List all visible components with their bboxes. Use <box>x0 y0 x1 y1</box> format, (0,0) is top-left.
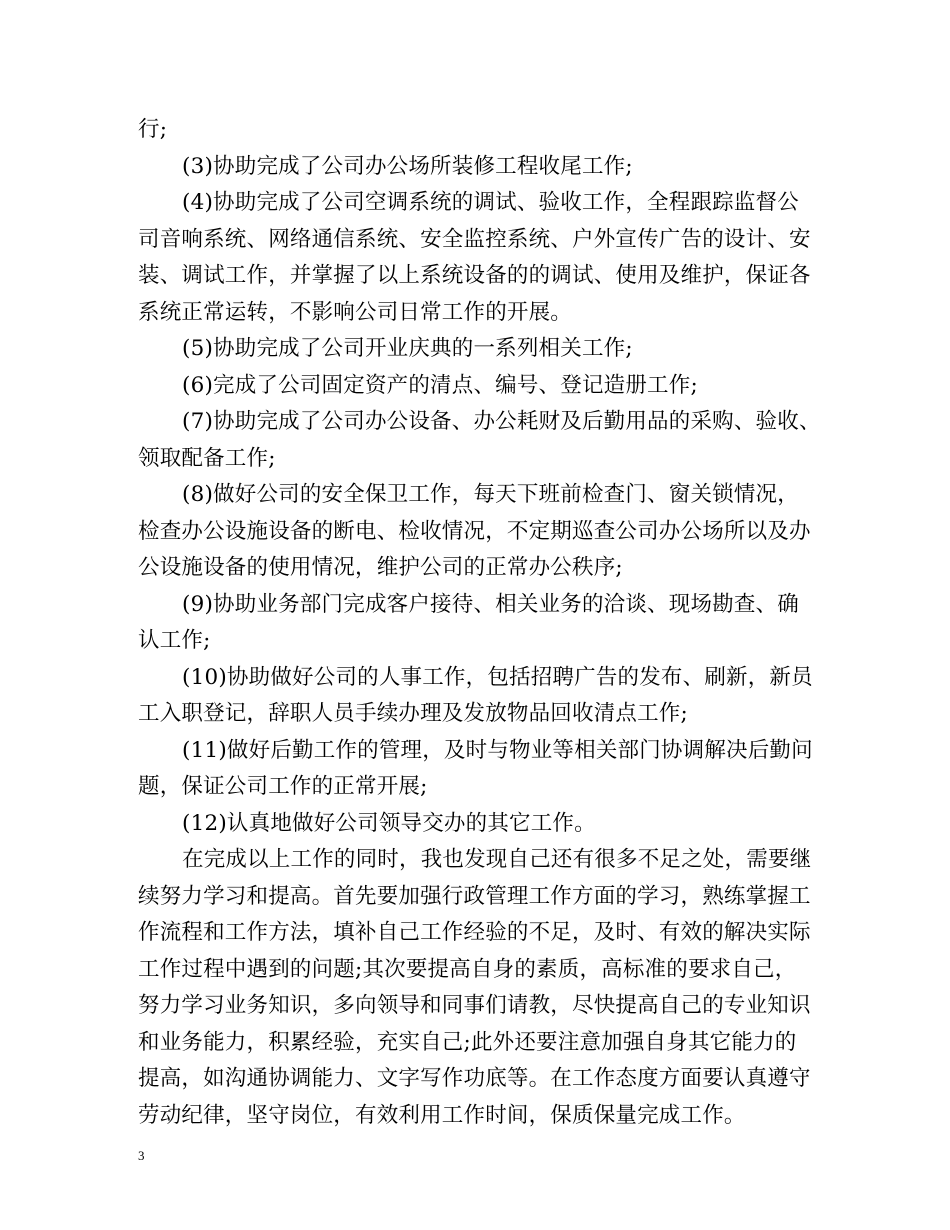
text-line: 检查办公设施设备的断电、检收情况，不定期巡查公司办公场所以及办 <box>138 518 811 544</box>
text-line: (7)协助完成了公司办公设备、办公耗财及后勤用品的采购、验收、 <box>182 409 821 434</box>
text-line: 认工作; <box>138 628 211 653</box>
text-line: (4)协助完成了公司空调系统的调试、验收工作，全程跟踪监督公 <box>182 190 799 215</box>
text-line: 公设施设备的使用情况，维护公司的正常办公秩序; <box>138 555 623 580</box>
text-line: 司音响系统、网络通信系统、安全监控系统、户外宣传广告的设计、安 <box>138 226 811 252</box>
text-line: 题，保证公司工作的正常开展; <box>138 774 428 799</box>
text-line: 和业务能力，积累经验，充实自己;此外还要注意加强自身其它能力的 <box>138 1029 797 1055</box>
text-line: (9)协助业务部门完成客户接待、相关业务的洽谈、现场勘查、确 <box>182 591 799 617</box>
text-line: (6)完成了公司固定资产的清点、编号、登记造册工作; <box>182 372 698 398</box>
text-line: 工入职登记，辞职人员手续办理及发放物品回收清点工作; <box>138 701 688 726</box>
text-line: (3)协助完成了公司办公场所装修工程收尾工作; <box>182 153 633 179</box>
text-line: (10)协助做好公司的人事工作，包括招聘广告的发布、刷新，新员 <box>182 664 813 690</box>
text-line: 努力学习业务知识，多向领导和同事们请教，尽快提高自己的专业知识 <box>138 993 811 1018</box>
document-body <box>138 112 838 1134</box>
text-line: 提高，如沟通协调能力、文字写作功底等。在工作态度方面要认真遵守 <box>138 1066 811 1091</box>
text-line: 行; <box>138 117 168 142</box>
text-line: (5)协助完成了公司开业庆典的一系列相关工作; <box>182 336 633 361</box>
text-line: (11)做好后勤工作的管理，及时与物业等相关部门协调解决后勤问 <box>182 737 813 763</box>
text-line: 系统正常运转，不影响公司日常工作的开展。 <box>138 299 573 325</box>
text-line: 工作过程中遇到的问题;其次要提高自身的素质，高标准的要求自己， <box>138 956 797 982</box>
text-line: 领取配备工作; <box>138 445 276 471</box>
text-line: 劳动纪律，坚守岗位，有效利用工作时间，保质保量完成工作。 <box>138 1102 746 1128</box>
page-number: 3 <box>138 1148 145 1163</box>
text-line: 在完成以上工作的同时，我也发现自己还有很多不足之处，需要继 <box>182 847 812 872</box>
text-line: 装、调试工作，并掌握了以上系统设备的的调试、使用及维护，保证各 <box>138 263 811 288</box>
text-line: 作流程和工作方法，填补自己工作经验的不足，及时、有效的解决实际 <box>138 920 811 945</box>
text-line: 续努力学习和提高。首先要加强行政管理工作方面的学习，熟练掌握工 <box>138 883 811 909</box>
text-line: (8)做好公司的安全保卫工作，每天下班前检查门、窗关锁情况， <box>182 482 799 507</box>
text-line: (12)认真地做好公司领导交办的其它工作。 <box>182 810 596 836</box>
